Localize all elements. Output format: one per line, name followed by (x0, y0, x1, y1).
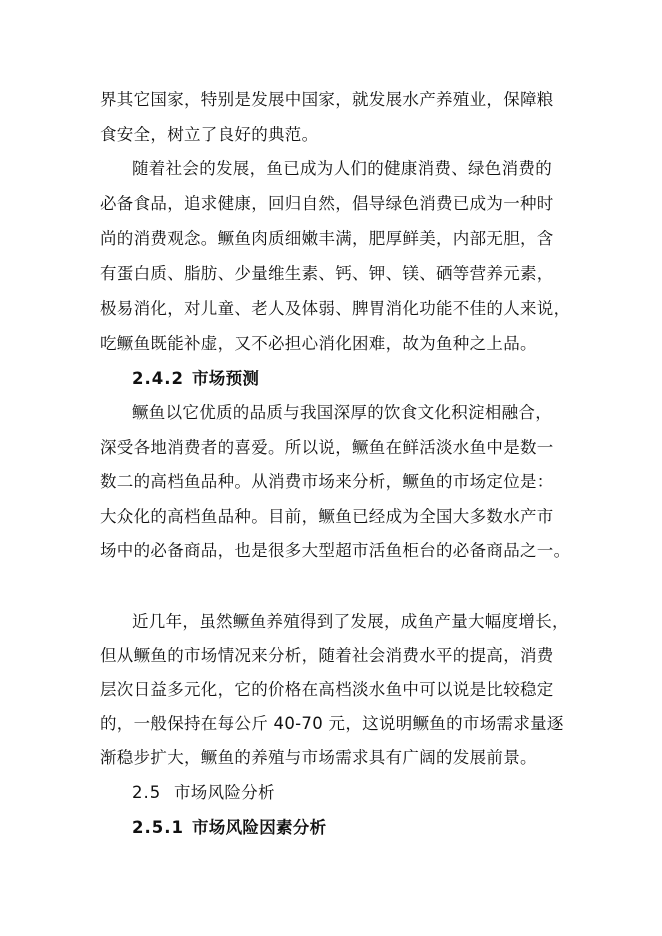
heading-title: 市场预测 (192, 369, 260, 388)
paragraph-line: 食安全，树立了良好的典范。 (100, 125, 319, 144)
paragraph-line: 界其它国家，特别是发展中国家，就发展水产养殖业，保障粮 (100, 90, 554, 109)
paragraph-line: 随着社会的发展，鱼已成为人们的健康消费、绿色消费的 (132, 159, 552, 178)
paragraph-line: 但从鳜鱼的市场情况来分析，随着社会消费水平的提高，消费 (100, 646, 554, 665)
paragraph-line: 深受各地消费者的喜爱。所以说，鳜鱼在鲜活淡水鱼中是数一 (100, 438, 554, 457)
paragraph-line: 渐稳步扩大，鳜鱼的养殖与市场需求具有广阔的发展前景。 (100, 748, 537, 767)
paragraph-line: 尚的消费观念。鳜鱼肉质细嫩丰满，肥厚鲜美，内部无胆，含 (100, 229, 554, 248)
paragraph-line: 鳜鱼以它优质的品质与我国深厚的饮食文化积淀相融合， (132, 403, 552, 422)
paragraph-line: 极易消化，对儿童、老人及体弱、脾胃消化功能不佳的人来说， (100, 299, 571, 318)
section-heading-2-5 (132, 783, 275, 803)
heading-number: 2.5 (132, 783, 162, 802)
heading-number: 2.4.2 (132, 369, 184, 388)
section-heading-2-5-1 (132, 818, 326, 838)
heading-title: 市场风险因素分析 (192, 818, 327, 837)
heading-title: 市场风险分析 (174, 783, 275, 802)
paragraph-line: 场中的必备商品，也是很多大型超市活鱼柜台的必备商品之一。 (100, 541, 571, 560)
paragraph-line: 近几年，虽然鳜鱼养殖得到了发展，成鱼产量大幅度增长， (132, 612, 569, 631)
section-heading-2-4-2 (132, 369, 259, 389)
paragraph-line: 有蛋白质、脂肪、少量维生素、钙、钾、镁、硒等营养元素， (100, 264, 554, 283)
paragraph-line: 吃鳜鱼既能补虚，又不必担心消化困难，故为鱼种之上品。 (100, 334, 537, 353)
paragraph-line: 层次日益多元化，它的价格在高档淡水鱼中可以说是比较稳定 (100, 680, 554, 699)
paragraph-line: 大众化的高档鱼品种。目前，鳜鱼已经成为全国大多数水产市 (100, 507, 554, 526)
paragraph-line: 数二的高档鱼品种。从消费市场来分析，鳜鱼的市场定位是： (100, 472, 554, 491)
heading-number: 2.5.1 (132, 818, 184, 837)
paragraph-line: 的，一般保持在每公斤 40-70 元，这说明鳜鱼的市场需求量逐 (100, 714, 564, 733)
paragraph-line: 必备食品，追求健康，回归自然，倡导绿色消费已成为一种时 (100, 194, 554, 213)
